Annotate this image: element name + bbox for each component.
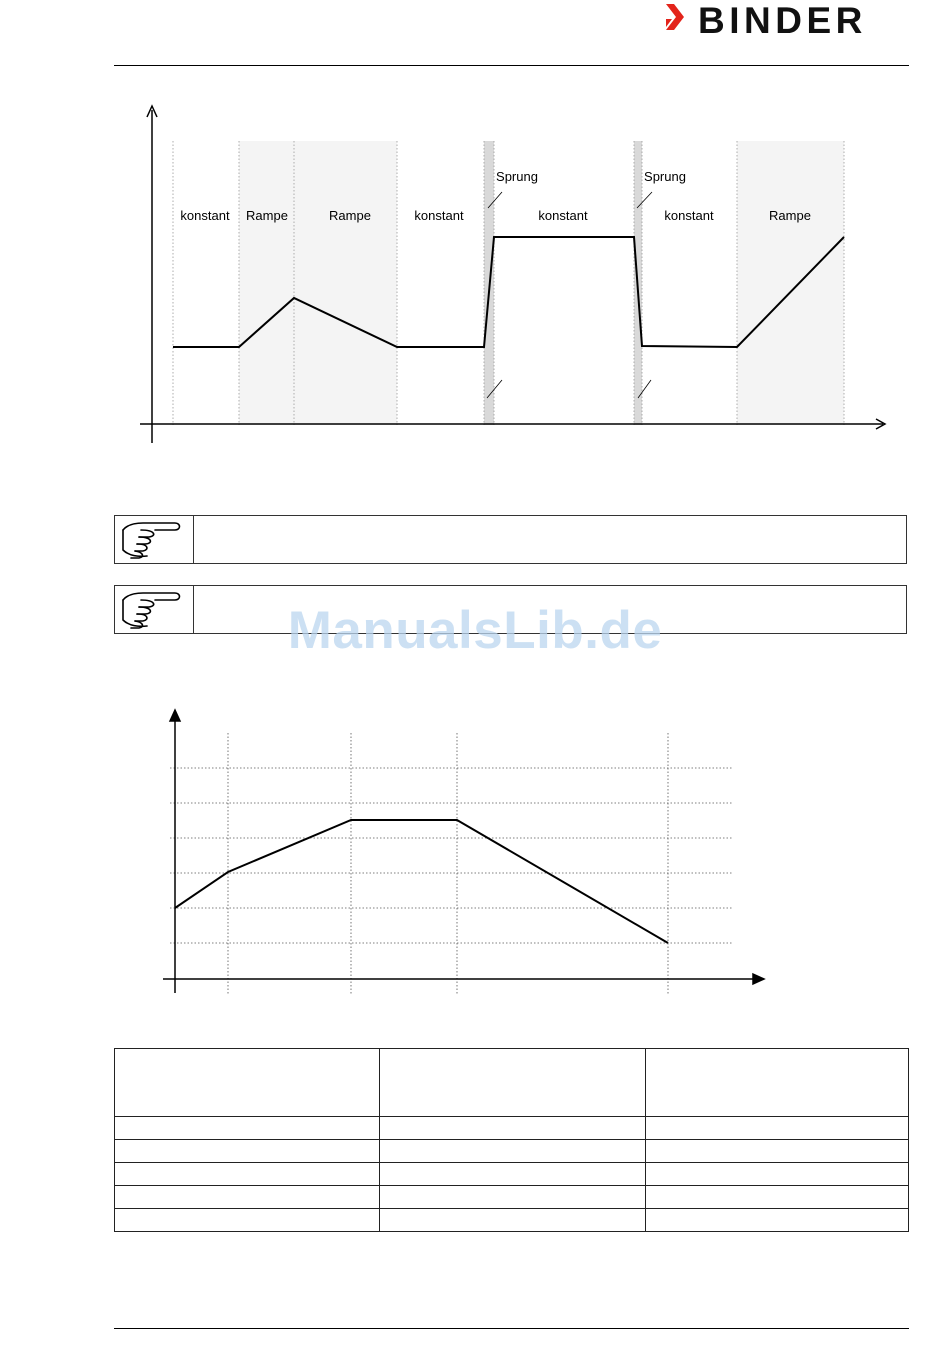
chart-gridlines: [170, 733, 733, 995]
table-cell: [380, 1140, 646, 1163]
segment-label: konstant: [414, 208, 464, 223]
segment-label: Rampe: [246, 208, 288, 223]
segment-label: Rampe: [769, 208, 811, 223]
table-cell: [646, 1117, 909, 1140]
segment-label: Rampe: [329, 208, 371, 223]
program-table: [114, 1048, 909, 1232]
segment-label-sprung: Sprung: [644, 169, 686, 184]
note-box: [114, 515, 907, 564]
table-cell: [115, 1209, 380, 1232]
header-rule: [114, 65, 909, 66]
table-row: [115, 1117, 909, 1140]
table-row: [115, 1209, 909, 1232]
binder-logo-mark-icon: [664, 2, 694, 42]
binder-logo: [664, 2, 912, 42]
table-row: [115, 1186, 909, 1209]
table-cell: [380, 1186, 646, 1209]
table-cell: [380, 1163, 646, 1186]
table-header-row: [115, 1049, 909, 1117]
note-icon-cell: [115, 516, 194, 563]
table-cell: [646, 1209, 909, 1232]
table-header-cell: [380, 1049, 646, 1117]
table-cell: [380, 1209, 646, 1232]
table-cell: [646, 1163, 909, 1186]
table-row: [115, 1163, 909, 1186]
footer-rule: [114, 1328, 909, 1329]
segment-label: konstant: [664, 208, 714, 223]
table-cell: [646, 1140, 909, 1163]
pointing-hand-icon: [115, 516, 193, 563]
segment-label-sprung: Sprung: [496, 169, 538, 184]
segment-shade-rampe-3: [737, 141, 844, 425]
table-cell: [115, 1117, 380, 1140]
chart-profile-line: [175, 820, 668, 943]
chart-axes: [163, 710, 764, 993]
table-row: [115, 1140, 909, 1163]
table-cell: [115, 1186, 380, 1209]
brand-name: BINDER: [698, 0, 867, 41]
segment-label: konstant: [538, 208, 588, 223]
segment-shade-rampe-1: [239, 141, 397, 425]
table-header-cell: [646, 1049, 909, 1117]
table-cell: [380, 1117, 646, 1140]
example-chart: [0, 700, 950, 1010]
segment-diagram: [0, 95, 950, 455]
table-cell: [646, 1186, 909, 1209]
table-header-cell: [115, 1049, 380, 1117]
table-cell: [115, 1163, 380, 1186]
table-cell: [115, 1140, 380, 1163]
watermark: ManualsLib.de: [287, 601, 663, 660]
segment-label: konstant: [180, 208, 230, 223]
